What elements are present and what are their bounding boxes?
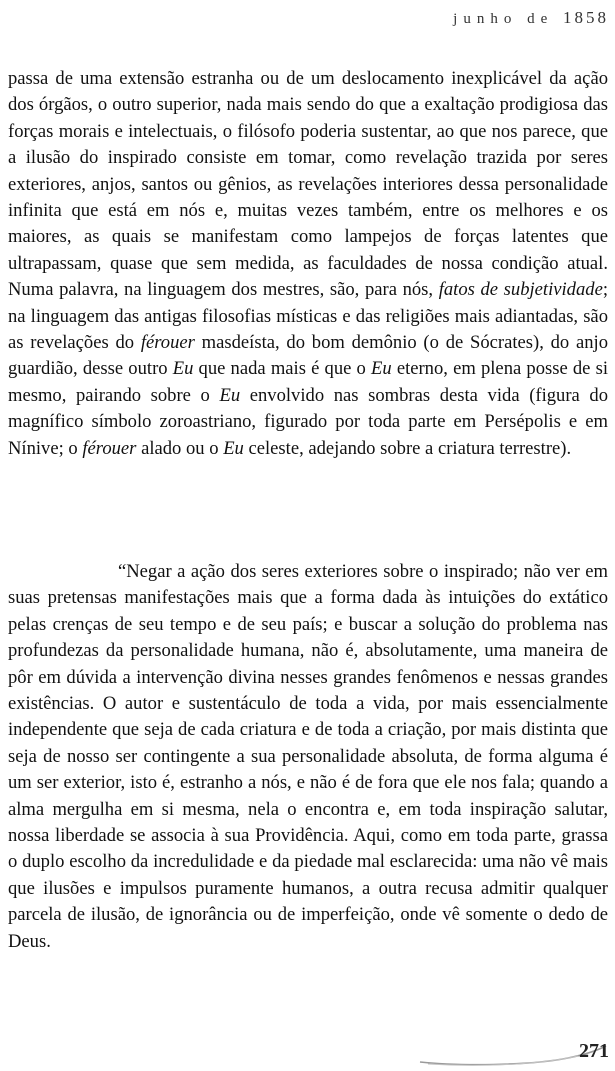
- paragraph-1-text-f: envolvido nas sombras desta vida (figura do magnífico símbolo zoroastriano, figurado por toda parte em Persépolis e em Nínive; o: [8, 384, 608, 459]
- italic-eu: Eu: [219, 384, 241, 406]
- paragraph-1-text-d: que nada mais é que o: [193, 358, 371, 380]
- paragraph-1: [8, 66, 608, 462]
- paragraph-1-text-h: celeste, adejando sobre a criatura terrestre).: [243, 437, 572, 459]
- paragraph-1-text-g: alado ou o: [136, 437, 224, 459]
- paragraph-2-text: “Negar a ação dos seres exteriores sobre o inspirado; não ver em suas pretensas manifestações mais que a forma dada às intuições do extático pelas crenças de seu tempo e de seu país; e buscar a solução do problema nas profundezas da personalidade humana, não é, absolutamente, uma maneira de pôr em dúvida a intervenção divina nesses grandes fenômenos e nessas grandes existências. O autor e sustentáculo de toda a vida, por mais essencialmente independente que seja de cada criatura e de toda a criação, por mais distinta que seja de nosso ser contingente a sua personalidade absoluta, de forma alguma é um ser exterior, isto é, estranho a nós, e não é de fora que ele nos fala; quando a alma mergulha em si mesma, nela o encontra e, em toda inspiração salutar, nossa liberdade se associa à sua Providência. Aqui, como em toda parte, grassa o duplo escolho da incredulidade e da piedade mal esclarecida: uma não vê mais que ilusões e impulsos puramente humanos, a outra recusa admitir qualquer parcela de ilusão, de ignorância ou de imperfeição, onde vê somente o dedo de Deus.: [8, 561, 608, 952]
- running-header: [453, 8, 609, 28]
- page-number: 271: [579, 1040, 609, 1062]
- paragraph-2: [8, 559, 608, 955]
- italic-eu: Eu: [172, 358, 194, 380]
- italic-ferouer: férouer: [82, 437, 137, 459]
- paragraph-1-text-e: eterno, em plena posse de si mesmo, pairando sobre o: [8, 358, 609, 406]
- header-year: 1858: [563, 8, 609, 27]
- italic-eu: Eu: [371, 358, 392, 380]
- italic-ferouer: férouer: [140, 332, 195, 354]
- paragraph-1-text-c: masdeísta, do bom demônio (o de Sócrates), do anjo guardião, desse outro: [8, 332, 608, 380]
- running-title: junho de: [453, 11, 554, 27]
- paragraph-1-text-b: ; na linguagem das antigas filosofias místicas e das religiões mais adiantadas, são as revelações do: [8, 279, 608, 354]
- italic-fatos-de-subjetividade: fatos de subjetividade: [438, 279, 603, 301]
- paragraph-1-text-a: passa de uma extensão estranha ou de um deslocamento inexplicável da ação dos órgãos, o outro superior, nada mais sendo do que a exaltação prodigiosa das forças morais e intelectuais, o filósofo poderia sustentar, ao que nos parece, que a ilusão do inspirado consiste em tomar, como revelação trazida por seres exteriores, anjos, santos ou gênios, as revelações interiores dessa personalidade infinita que está em nós e, muitas vezes também, entre os melhores e os maiores, as quais se manifestam como lampejos de forças latentes que ultrapassam, quase que sem medida, as faculdades de nossa condição atual. Numa palavra, na linguagem dos mestres, são, para nós,: [8, 68, 608, 301]
- italic-eu: Eu: [223, 437, 244, 459]
